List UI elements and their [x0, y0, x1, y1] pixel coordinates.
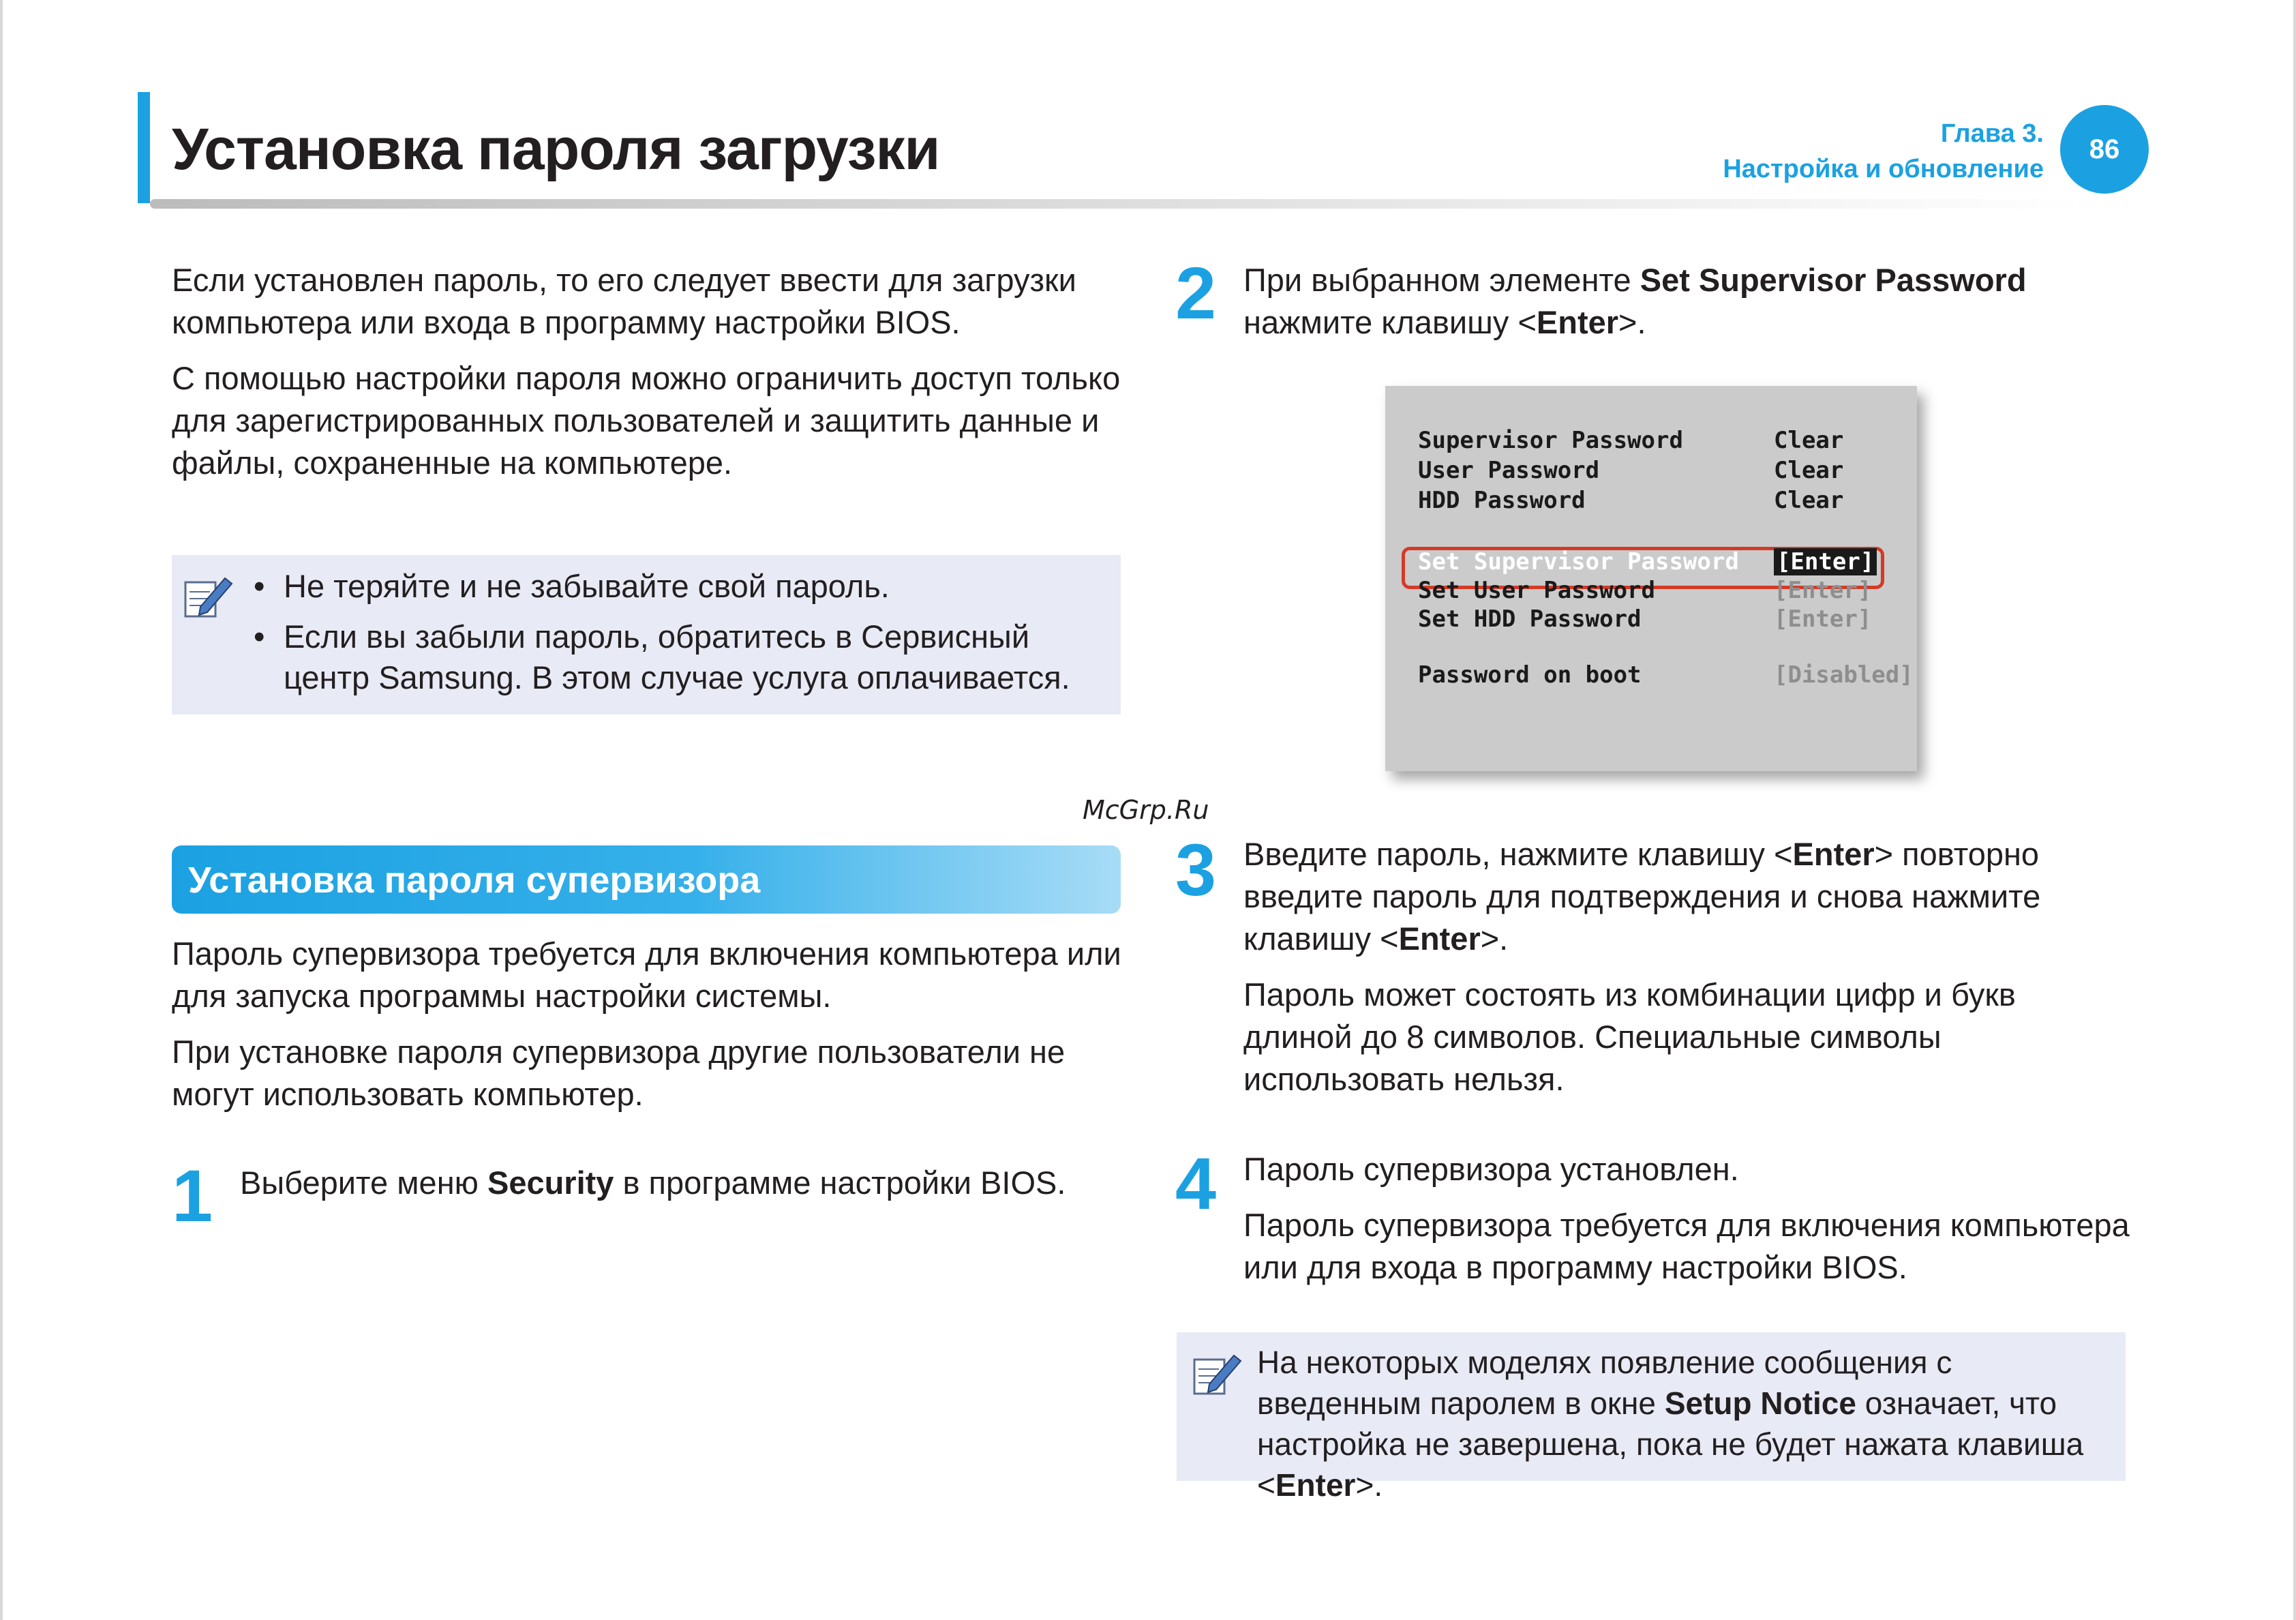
- bios-row-label: Password on boot: [1418, 661, 1642, 689]
- step-3-text: Введите пароль, нажмите клавишу <Enter> повторно введите пароль для подтверждения и снова нажмите клавишу <Enter>.: [1243, 836, 2041, 957]
- section-heading-bar: [172, 845, 1121, 914]
- bios-row-value: [Enter]: [1774, 605, 1872, 633]
- step-1-number: 1: [172, 1154, 213, 1237]
- bios-row-label: HDD Password: [1418, 487, 1586, 514]
- bios-row-value: [Enter]: [1774, 577, 1872, 604]
- title-accent-bar: [138, 92, 150, 203]
- set-supervisor-password-term: Set Supervisor Password: [1640, 262, 2027, 298]
- step-4-number: 4: [1175, 1142, 1217, 1225]
- watermark: McGrp.Ru: [1083, 795, 1209, 825]
- bios-row-label: User Password: [1418, 457, 1600, 484]
- step-4-paragraph-2: Пароль супервизора требуется для включения компьютера или для входа в программу настройки BIOS.: [1243, 1207, 2130, 1285]
- step-3-paragraph-2: Пароль может состоять из комбинации цифр и букв длиной до 8 символов. Специальные символы использовать нельзя.: [1243, 976, 2016, 1097]
- security-menu-name: Security: [487, 1165, 614, 1201]
- bios-row-value: Clear: [1774, 487, 1844, 514]
- chapter-number: Глава 3.: [1940, 119, 2044, 148]
- bios-row-selected-label[interactable]: Set Supervisor Password: [1418, 548, 1739, 575]
- note-1-item: • Если вы забыли пароль, обратитесь в Сервисный центр Samsung. В этом случае услуга оплачивается.: [250, 616, 1108, 698]
- header-rule: [150, 199, 2086, 209]
- note-1-list: [250, 566, 1108, 708]
- section-paragraph-2: При установке пароля супервизора другие пользователи не могут использовать компьютер.: [172, 1034, 1066, 1112]
- section-paragraph-1: Пароль супервизора требуется для включения компьютера или для запуска программы настройки системы.: [172, 935, 1121, 1014]
- step-3-number: 3: [1175, 828, 1217, 911]
- note-1-item: • Не теряйте и не забывайте свой пароль.: [250, 566, 1108, 607]
- note-pencil-icon: [181, 569, 236, 623]
- chapter-label: [1723, 116, 2044, 187]
- page-edge-left: [0, 0, 3, 1620]
- bios-row-label: Set User Password: [1418, 577, 1655, 604]
- note-pencil-icon: [1190, 1346, 1245, 1400]
- setup-notice-term: Setup Notice: [1664, 1385, 1856, 1421]
- intro-paragraph-1: Если установлен пароль, то его следует ввести для загрузки компьютера или входа в программу настройки BIOS.: [172, 262, 1076, 340]
- bios-row-value: Clear: [1774, 427, 1844, 454]
- intro-paragraph-2: С помощью настройки пароля можно ограничить доступ только для зарегистрированных пользователей и защитить данные и файлы, сохраненные на компьютере.: [172, 360, 1121, 481]
- note-2-text: На некоторых моделях появление сообщения с введенным паролем в окне Setup Notice означает, что настройка не завершена, пока не будет нажата клавиша <Enter>.: [1257, 1345, 2084, 1503]
- step-4-paragraph-1: Пароль супервизора установлен.: [1243, 1151, 1739, 1187]
- bios-row-value: Clear: [1774, 457, 1844, 484]
- step-2-number: 2: [1175, 252, 1217, 334]
- step-1-text: Выберите меню Security в программе настройки BIOS.: [240, 1165, 1066, 1201]
- page-title: Установка пароля загрузки: [172, 117, 940, 182]
- bios-row-value: [Disabled]: [1774, 661, 1914, 689]
- bios-security-panel: [1385, 386, 1917, 771]
- step-2-text: При выбранном элементе Set Supervisor Password нажмите клавишу <Enter>.: [1243, 262, 2027, 340]
- bios-row-label: Supervisor Password: [1418, 427, 1683, 454]
- bios-row-label: Set HDD Password: [1418, 605, 1642, 633]
- bios-row-selected-value[interactable]: [Enter]: [1774, 548, 1877, 575]
- note-box-1: [172, 555, 1121, 715]
- section-heading: Установка пароля супервизора: [188, 860, 761, 901]
- note-box-2: [1177, 1332, 2126, 1503]
- page-edge-right: [2293, 0, 2296, 1620]
- page-number-badge: 86: [2060, 105, 2149, 194]
- chapter-title: Настройка и обновление: [1723, 155, 2044, 183]
